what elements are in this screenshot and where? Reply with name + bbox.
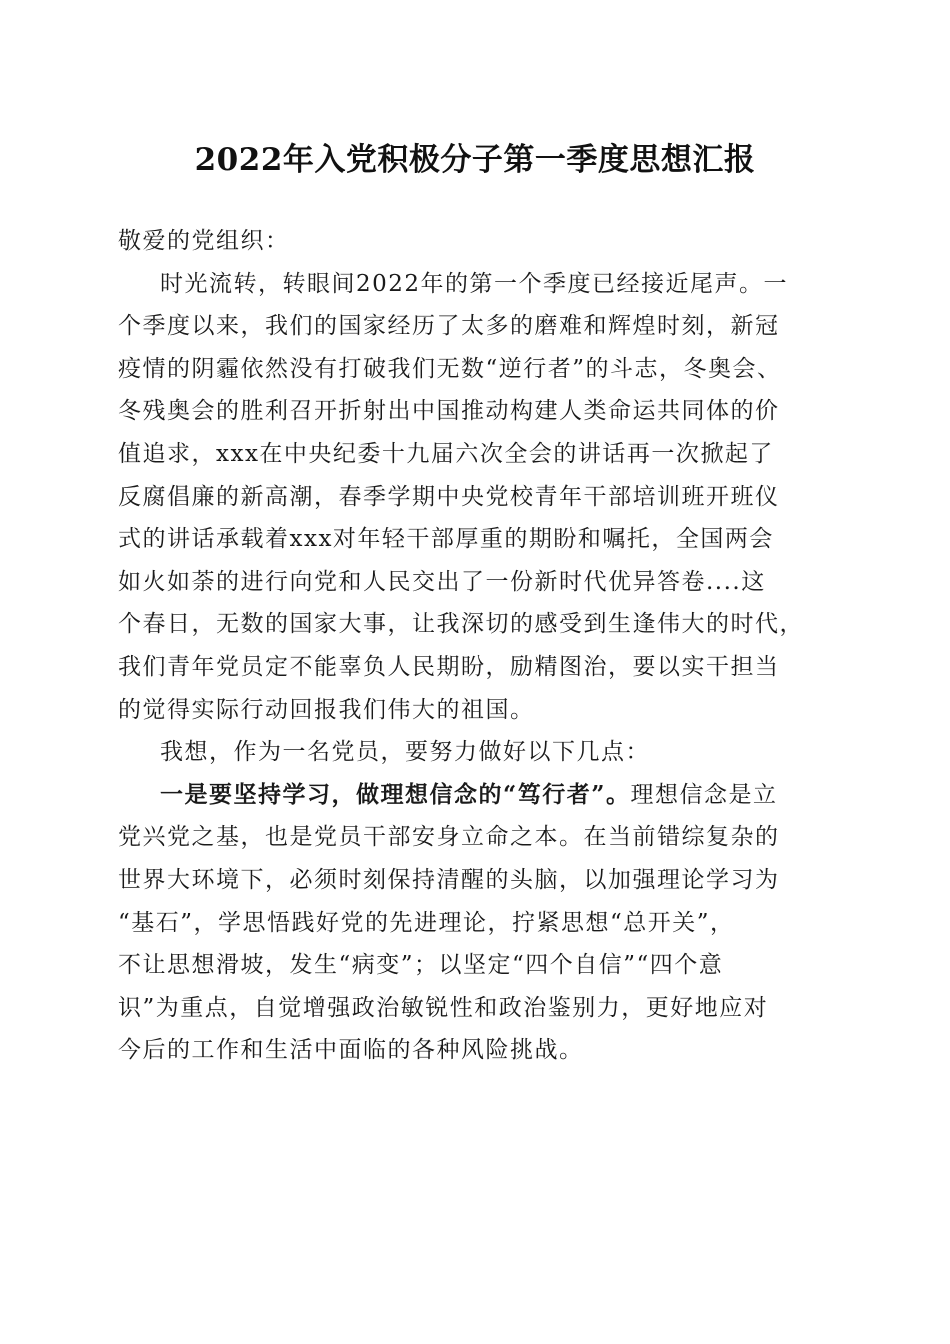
paragraph-line: 冬残奥会的胜利召开折射出中国推动构建人类命运共同体的价 — [118, 398, 780, 425]
paragraph-3-first-rest: 理想信念是立 — [630, 781, 778, 808]
paragraph-line: 识”为重点，自觉增强政治敏锐性和政治鉴别力，更好地应对 — [118, 994, 769, 1021]
paragraph-3-heading: 一是要坚持学习，做理想信念的“笃行者”。 — [160, 780, 631, 808]
paragraph-3 — [118, 774, 830, 1072]
paragraph-1 — [118, 263, 830, 732]
paragraph-line: 反腐倡廉的新高潮，春季学期中央党校青年干部培训班开班仪 — [118, 483, 780, 510]
paragraph-line: 我们青年党员定不能辜负人民期盼，励精图治，要以实干担当 — [118, 653, 780, 680]
paragraph-line — [118, 774, 830, 817]
paragraph-line: 疫情的阴霾依然没有打破我们无数“逆行者”的斗志，冬奥会、 — [118, 355, 782, 382]
paragraph-line: 值追求，xxx在中央纪委十九届六次全会的讲话再一次掀起了 — [118, 440, 774, 467]
paragraph-line: 不让思想滑坡，发生“病变”；以坚定“四个自信”“四个意 — [118, 952, 724, 979]
paragraph-line: 党兴党之基，也是党员干部安身立命之本。在当前错综复杂的 — [118, 824, 780, 851]
paragraph-line: “基石”，学思悟践好党的先进理论，拧紧思想“总开关”， — [118, 909, 735, 936]
document-body — [118, 220, 830, 1072]
paragraph-line: 如火如荼的进行向党和人民交出了一份新时代优异答卷....这 — [118, 568, 766, 595]
paragraph-line: 世界大环境下，必须时刻保持清醒的头脑，以加强理论学习为 — [118, 866, 780, 893]
paragraph-line: 的觉得实际行动回报我们伟大的祖国。 — [118, 696, 535, 723]
document-title: 2022年入党积极分子第一季度思想汇报 — [194, 142, 756, 178]
paragraph-line: 式的讲话承载着xxx对年轻干部厚重的期盼和嘱托，全国两会 — [118, 526, 774, 553]
paragraph-line: 个季度以来，我们的国家经历了太多的磨难和辉煌时刻，新冠 — [118, 313, 780, 340]
paragraph-line: 今后的工作和生活中面临的各种风险挑战。 — [118, 1037, 584, 1064]
paragraph-line: 个春日，无数的国家大事，让我深切的感受到生逢伟大的时代， — [118, 611, 804, 638]
paragraph-2: 我想，作为一名党员，要努力做好以下几点： — [160, 739, 650, 766]
salutation: 敬爱的党组织： — [118, 228, 290, 254]
paragraph-line: 时光流转，转眼间2022年的第一个季度已经接近尾声。一 — [160, 270, 789, 297]
